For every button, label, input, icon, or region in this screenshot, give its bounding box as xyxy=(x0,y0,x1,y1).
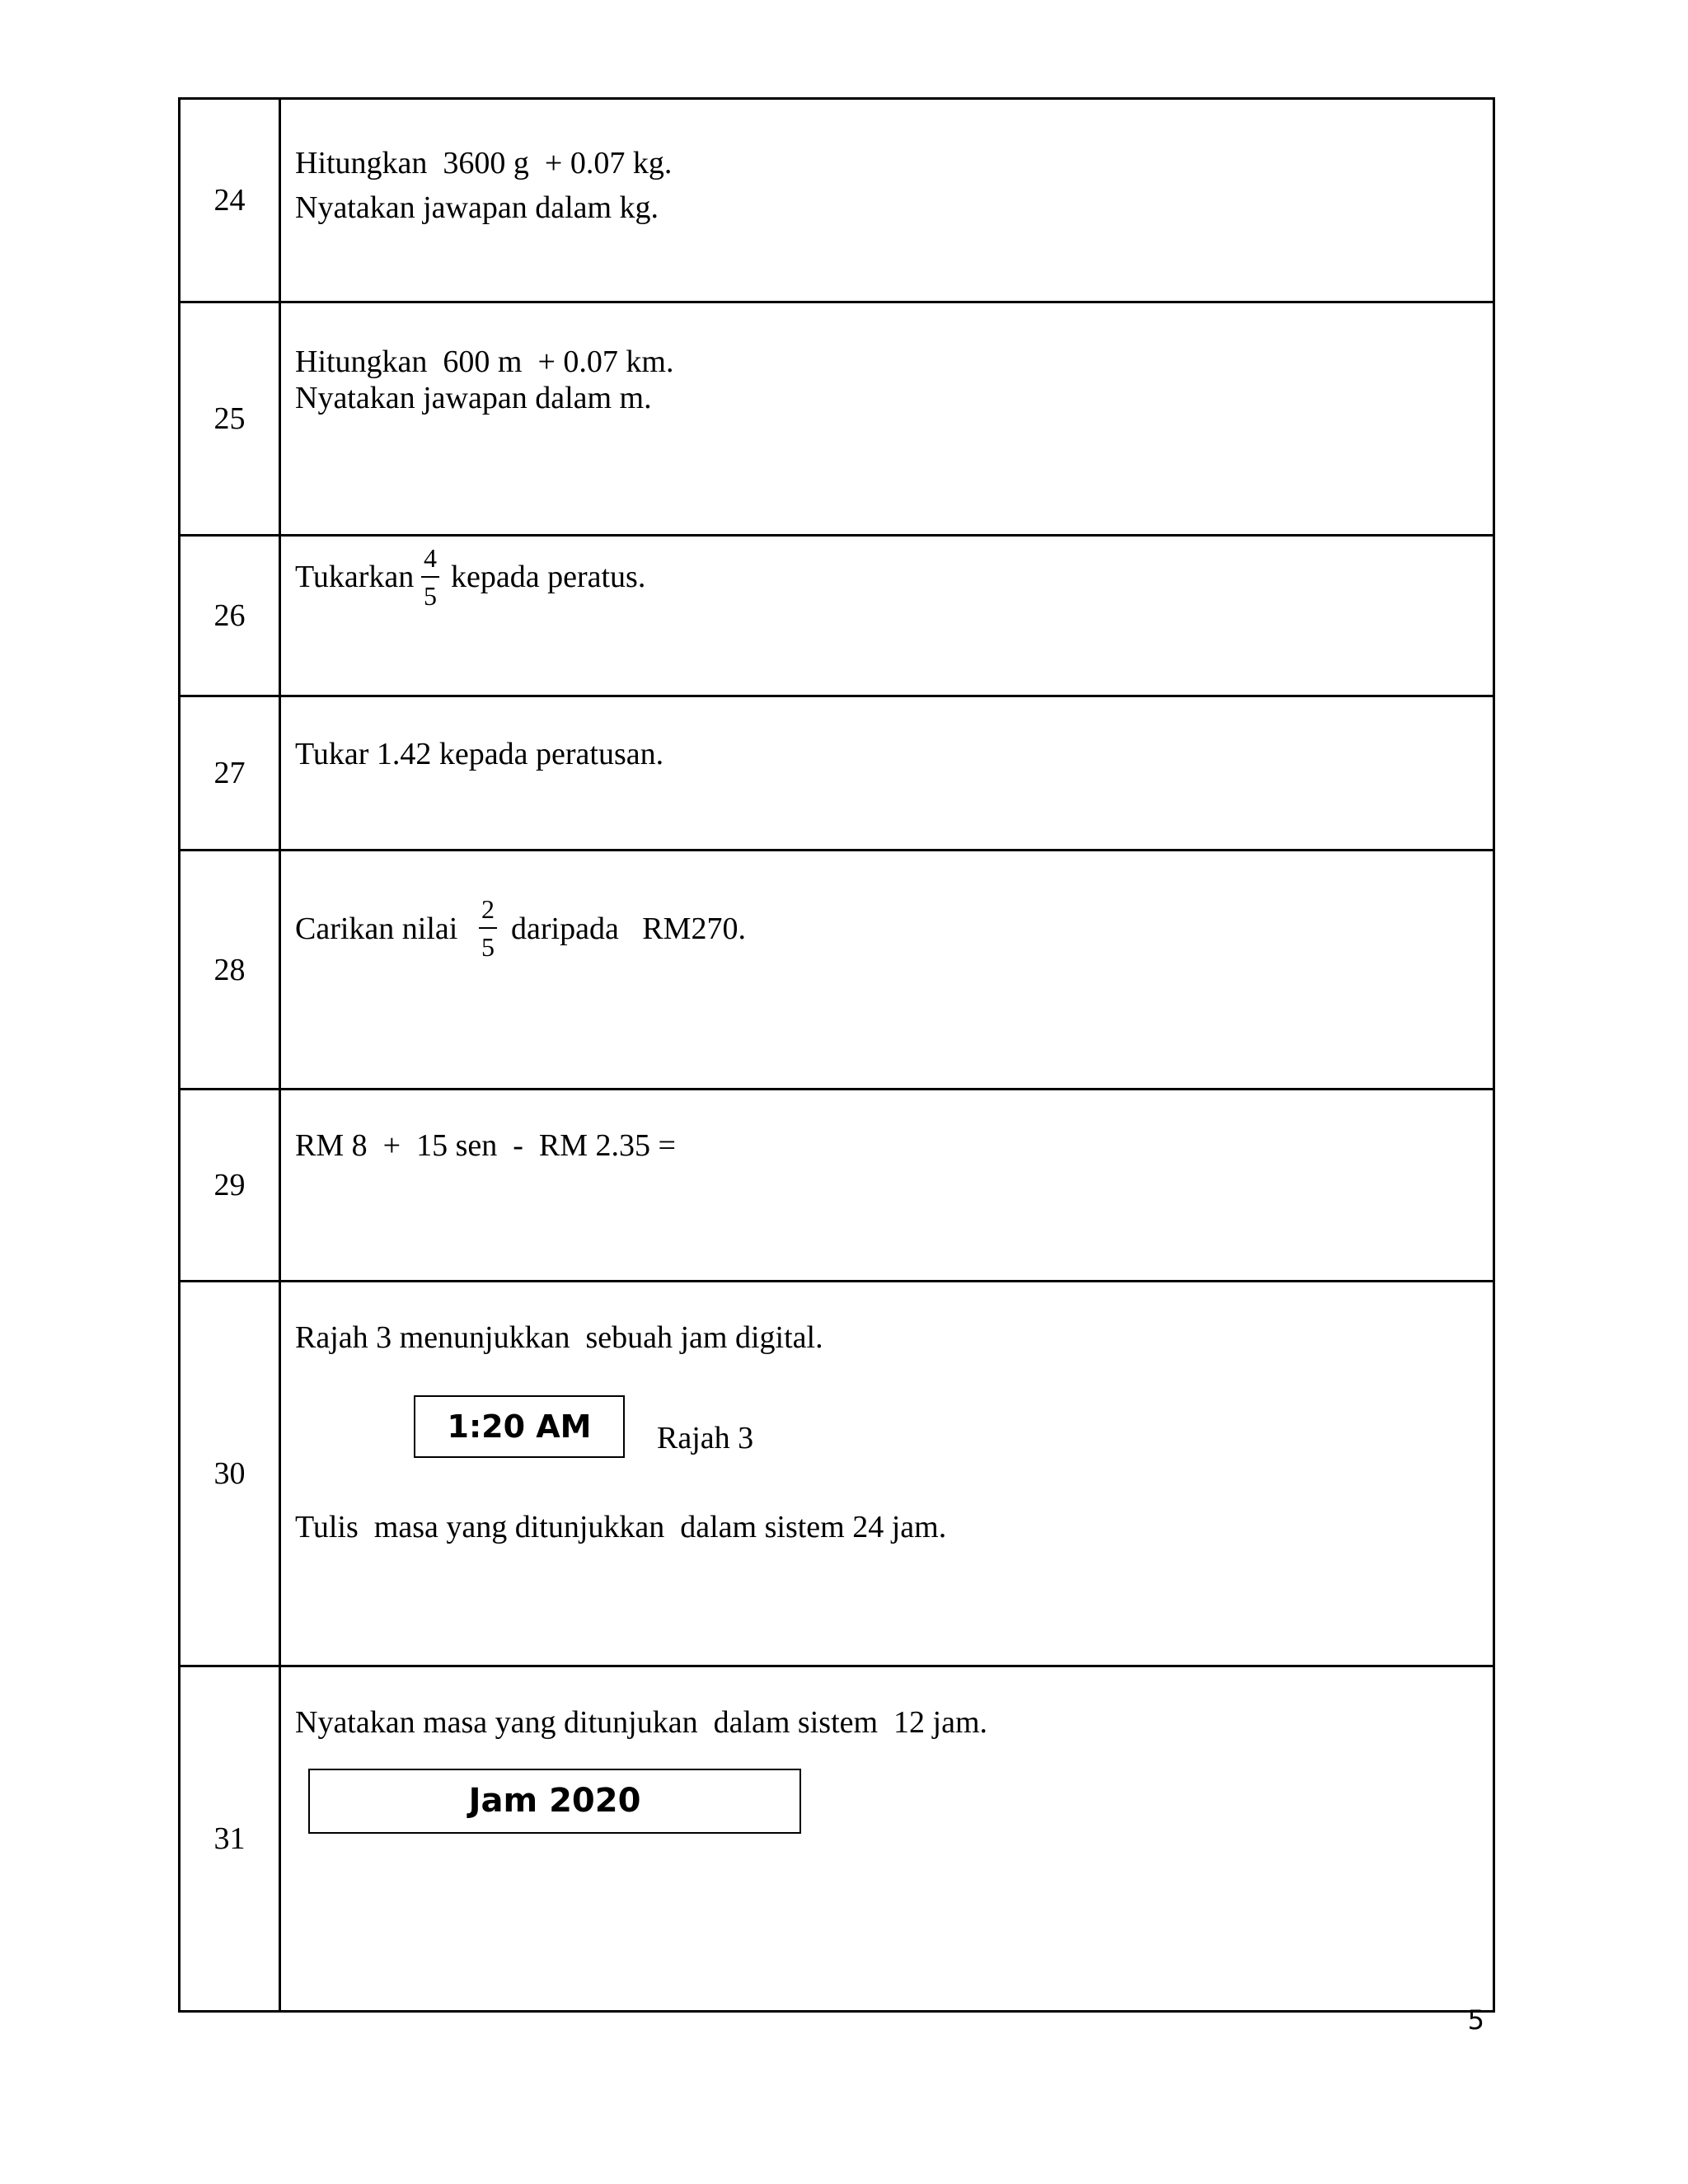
fraction xyxy=(479,896,497,960)
question-text: RM 8 + 15 sen - RM 2.35 = xyxy=(295,1128,676,1163)
question-text: Hitungkan 3600 g + 0.07 kg. xyxy=(295,146,673,180)
question-number: 25 xyxy=(180,302,280,536)
question-content xyxy=(280,851,1494,1090)
question-number: 29 xyxy=(180,1090,280,1282)
question-text: Nyatakan masa yang ditunjukan dalam sistem 12 jam. xyxy=(295,1705,988,1740)
question-content xyxy=(280,302,1494,536)
question-content xyxy=(280,1666,1494,2012)
question-number: 31 xyxy=(180,1666,280,2012)
page-number: 5 xyxy=(1467,2004,1484,2036)
fraction-denominator: 5 xyxy=(481,932,495,962)
question-text: kepada peratus. xyxy=(451,560,646,594)
question-row-28 xyxy=(180,851,1494,1090)
fraction xyxy=(421,545,439,609)
question-text: Nyatakan jawapan dalam kg. xyxy=(295,190,659,225)
fraction-bar xyxy=(479,927,497,929)
question-number: 24 xyxy=(180,99,280,302)
question-content xyxy=(280,99,1494,302)
question-text: Carikan nilai xyxy=(295,912,458,946)
question-text: Tukar 1.42 kepada peratusan. xyxy=(295,737,664,771)
question-text: daripada RM270. xyxy=(511,912,746,946)
question-content xyxy=(280,696,1494,851)
question-row-29 xyxy=(180,1090,1494,1282)
question-content xyxy=(280,536,1494,696)
question-row-31 xyxy=(180,1666,1494,2012)
fraction-numerator: 2 xyxy=(481,894,495,924)
fraction-denominator: 5 xyxy=(424,581,437,611)
question-content xyxy=(280,1090,1494,1282)
fraction-numerator: 4 xyxy=(424,543,437,573)
figure-caption: Rajah 3 xyxy=(657,1421,754,1455)
digital-clock-display: Jam 2020 xyxy=(308,1769,801,1834)
question-number: 28 xyxy=(180,851,280,1090)
question-row-30 xyxy=(180,1282,1494,1666)
question-text: Nyatakan jawapan dalam m. xyxy=(295,381,652,415)
question-text: Rajah 3 menunjukkan sebuah jam digital. xyxy=(295,1320,823,1355)
fraction-bar xyxy=(421,576,439,578)
question-text: Tulis masa yang ditunjukkan dalam sistem 24 jam. xyxy=(295,1510,947,1544)
question-row-24 xyxy=(180,99,1494,302)
question-number: 30 xyxy=(180,1282,280,1666)
question-number: 26 xyxy=(180,536,280,696)
question-table xyxy=(178,97,1495,2013)
question-content xyxy=(280,1282,1494,1666)
digital-clock-display: 1:20 AM xyxy=(414,1395,625,1458)
question-row-26 xyxy=(180,536,1494,696)
question-row-25 xyxy=(180,302,1494,536)
question-row-27 xyxy=(180,696,1494,851)
question-number: 27 xyxy=(180,696,280,851)
question-text: Tukarkan xyxy=(295,560,415,594)
question-text: Hitungkan 600 m + 0.07 km. xyxy=(295,344,674,379)
